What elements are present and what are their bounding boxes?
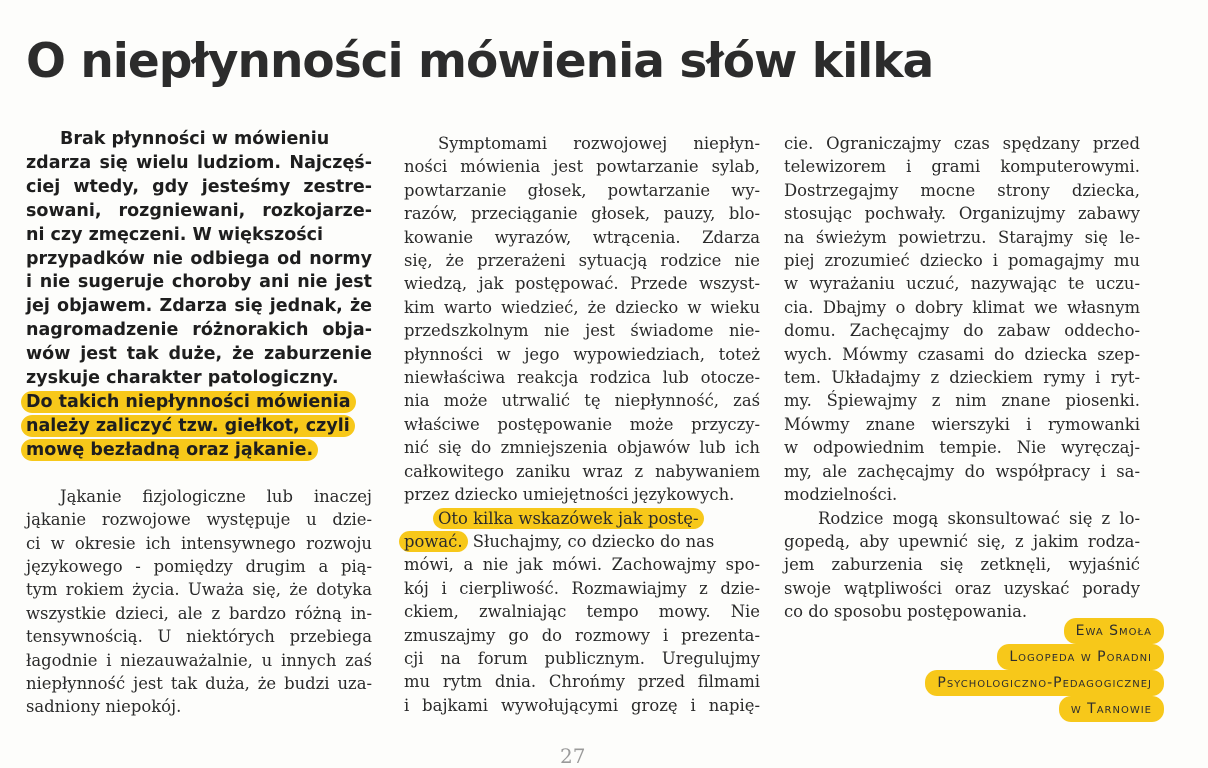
body-line: telewizorem i grami komputerowymi.: [784, 157, 1140, 177]
body-line: właściwe postępowanie może przyczy-: [404, 414, 760, 434]
lead-line: jej objawem. Zdarza się jednak, że: [26, 296, 372, 317]
lead-line: ni czy zmęczeni. W większości: [26, 224, 324, 245]
body-line: Słuchajmy, co dziecko do nas: [467, 531, 715, 551]
body-line: się, że przerażeni sytuacją rodzice nie: [404, 251, 760, 271]
body-line: nić się do zmniejszenia objawów lub ich: [404, 438, 760, 458]
column-1: [26, 128, 372, 719]
body-line: kowanie wyrazów, wtrącenia. Zdarza: [404, 227, 760, 247]
body-line: mówi, a nie jak mówi. Zachowajmy spo-: [404, 555, 760, 575]
highlighted-tip-intro: Oto kilka wskazówek jak postę-: [433, 508, 704, 529]
body-line: kim warto wiedzieć, że dziecko w wieku: [404, 297, 760, 317]
body-line: powtarzanie głosek, powtarzanie wy-: [404, 180, 760, 200]
body-line: wych. Mówmy czasami do dziecka szep-: [784, 344, 1140, 364]
lead-line: Brak płynności w mówieniu: [60, 129, 330, 149]
body-line: Symptomami rozwojowej niepłyn-: [438, 134, 760, 153]
highlighted-lead-line: należy zaliczyć tzw. giełkot, czyli: [21, 415, 355, 437]
body-line: łagodnie i niezauważalnie, u innych zaś: [26, 650, 372, 670]
body-line: językowego - pomiędzy drugim a pią-: [26, 556, 372, 576]
body-line: jąkanie rozwojowe występuje u dzie-: [26, 510, 372, 530]
column-3: [784, 132, 1140, 624]
lead-line: sowani, rozgniewani, rozkojarze-: [26, 200, 372, 221]
article-title: O niepłynności mówienia słów kilka: [26, 34, 934, 89]
body-line: swoje wątpliwości oraz uzyskać porady: [784, 578, 1140, 598]
body-line: całkowitego zaniku wraz z nabywaniem: [404, 461, 760, 481]
lead-line: przypadków nie odbiega od normy: [26, 248, 372, 269]
body-line: cji na forum publicznym. Uregulujmy: [404, 648, 760, 668]
lead-line: nagromadzenie różnorakich obja-: [26, 320, 372, 341]
body-line: wiedzą, jak postępować. Przede wszyst-: [404, 274, 760, 294]
body-line: w wyrażaniu uczuć, nazywając te uczu-: [784, 274, 1140, 294]
lead-paragraph: [26, 128, 372, 463]
body-line: w odpowiednim tempie. Nie wyręczaj-: [784, 438, 1140, 458]
page-number: 27: [560, 744, 586, 768]
body-line: Dostrzegajmy mocne strony dziecka,: [784, 180, 1140, 200]
body-line: razów, przeciąganie głosek, pauzy, blo-: [404, 204, 760, 224]
author-location: w Tarnowie: [1059, 696, 1164, 722]
body-line: stosując pochwały. Organizujmy zabawy: [784, 204, 1140, 224]
body-line: ności mówienia jest powtarzanie sylab,: [404, 157, 760, 177]
col3-paragraph: [784, 132, 1140, 624]
body-line: sadniony niepokój.: [26, 697, 182, 717]
author-signature: [925, 618, 1164, 722]
body-line: zmuszajmy go do rozmowy i prezenta-: [404, 625, 760, 645]
body-line: przez dziecko umiejętności językowych.: [404, 485, 735, 505]
body-line: kój i cierpliwość. Rozmawiajmy z dzie-: [404, 578, 760, 598]
body-line: cie. Ograniczajmy czas spędzany przed: [784, 134, 1140, 153]
body-line: gopedą, aby upewnić się, z jakim rodza-: [784, 531, 1140, 551]
body-line: przedszkolnym nie jest świadome nie-: [404, 321, 760, 341]
author-name: Ewa Smoła: [1064, 618, 1164, 644]
body-line: ckiem, zwalniając tempo mowy. Nie: [404, 602, 760, 622]
body-line: modzielności.: [784, 485, 898, 505]
col2-paragraph: [404, 132, 760, 717]
lead-line: zdarza się wielu ludziom. Najczęś-: [26, 152, 372, 173]
author-institution: Psychologiczno-Pedagogicznej: [925, 670, 1164, 696]
body-line: na świeżym powietrzu. Starajmy się le-: [784, 227, 1140, 247]
body-line: tem. Układajmy z dzieckiem rymy i ryt-: [784, 368, 1140, 388]
body-line: mu rytm dnia. Chrońmy przed filmami: [404, 672, 760, 692]
body-line: płynności w jego wypowiedziach, toteż: [404, 344, 760, 364]
body-line: my. Śpiewajmy z nim znane piosenki.: [784, 391, 1140, 411]
body-line: co do sposobu postępowania.: [784, 602, 1028, 622]
body-line: ci w okresie ich intensywnego rozwoju: [26, 533, 372, 553]
body-line: nia może utrwalić tę niepłynność, zaś: [404, 391, 760, 411]
body-line: jem zaburzenia się zetknęli, wyjaśnić: [784, 555, 1140, 575]
body-line: Mówmy znane wierszyki i rymowanki: [784, 414, 1140, 434]
column-2: [404, 132, 760, 717]
highlighted-lead-line: Do takich niepłynności mówienia: [21, 391, 356, 413]
body-line: my, ale zachęcajmy do współpracy i sa-: [784, 461, 1140, 481]
lead-line: i nie sugeruje choroby ani nie jest: [26, 272, 372, 293]
body-line: Rodzice mogą skonsultować się z lo-: [818, 508, 1140, 528]
col1-body-paragraph: [26, 485, 372, 719]
body-line: niepłynność jest tak duża, że budzi uza-: [26, 673, 372, 693]
lead-line: ciej wtedy, gdy jesteśmy zestre-: [26, 176, 372, 197]
highlighted-tip-intro-end: pować.: [399, 531, 468, 552]
body-line: wszystkie dzieci, ale z bardzo różną in-: [26, 603, 372, 623]
body-line: domu. Zachęcajmy do zabaw oddecho-: [784, 321, 1140, 341]
body-line: tym rokiem życia. Uważa się, że dotyka: [26, 580, 372, 600]
body-line: cia. Dbajmy o dobry klimat we własnym: [784, 297, 1140, 317]
author-role: Logopeda w Poradni: [997, 644, 1164, 670]
body-line: i bajkami wywołującymi grozę i napię-: [404, 695, 760, 715]
body-line: tensywnością. U niektórych przebiega: [26, 627, 372, 647]
lead-line: wów jest tak duże, że zaburzenie: [26, 344, 372, 365]
body-line: niewłaściwa reakcja rodzica lub otocze-: [404, 368, 760, 388]
body-line: Jąkanie fizjologiczne lub inaczej: [60, 486, 372, 506]
lead-line: zyskuje charakter patologiczny.: [26, 368, 339, 389]
highlighted-lead-line: mowę bezładną oraz jąkanie.: [21, 439, 318, 461]
body-line: piej zrozumieć dziecko i pomagajmy mu: [784, 251, 1140, 271]
